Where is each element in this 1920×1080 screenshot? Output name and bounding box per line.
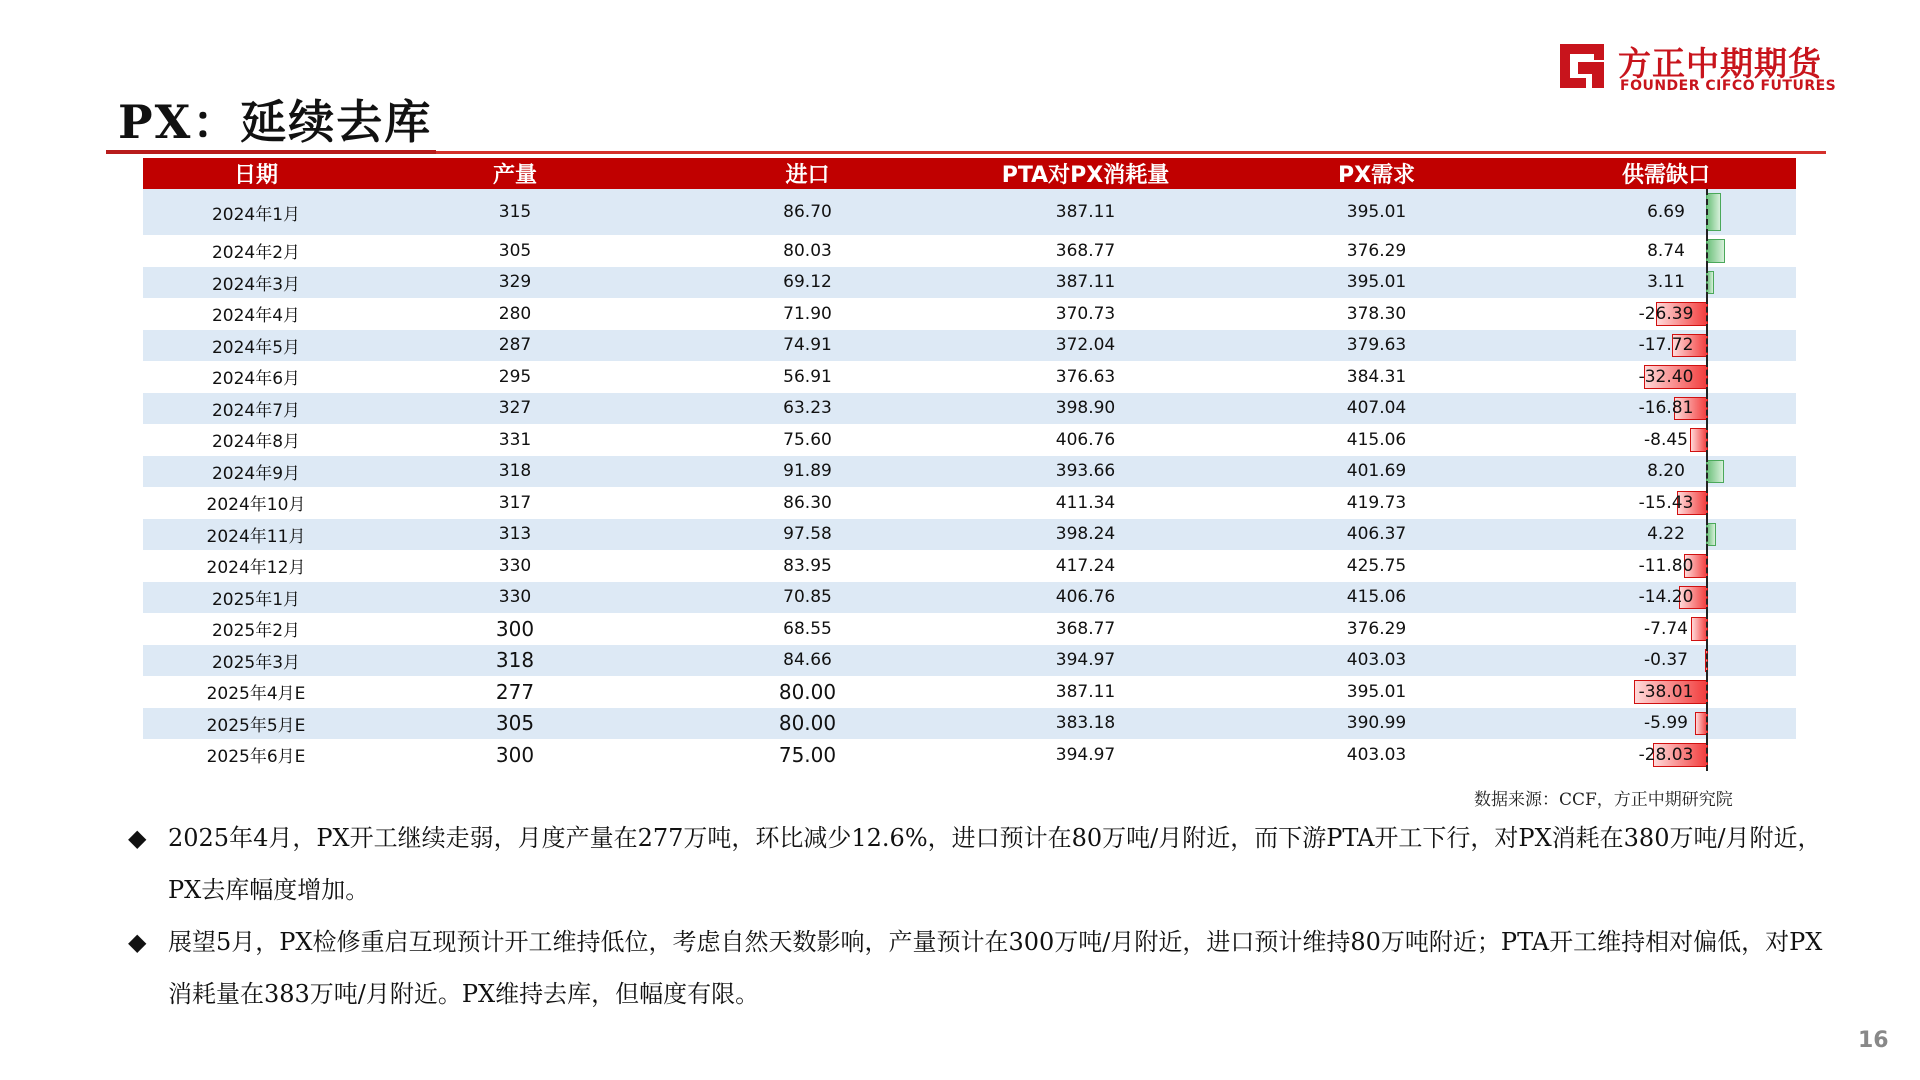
header-px-demand: PX需求 [1217,158,1536,189]
page-number: 16 [1858,1028,1889,1053]
cell-pta-consumption: 393.66 [954,456,1217,488]
cell-date: 2024年2月 [143,235,369,267]
cell-production: 287 [369,330,661,362]
cell-date: 2024年8月 [143,424,369,456]
cell-production: 300 [369,739,661,771]
cell-px-demand: 395.01 [1217,189,1536,235]
px-supply-demand-table [143,158,1796,771]
table-row [143,582,1796,614]
table-row [143,550,1796,582]
cell-date: 2025年5月E [143,708,369,740]
cell-import: 86.70 [661,189,954,235]
logo-english-name: FOUNDER CIFCO FUTURES [1620,78,1837,94]
cell-import: 70.85 [661,582,954,614]
positive-gap-bar [1706,460,1724,484]
cell-production: 331 [369,424,661,456]
cell-pta-consumption: 383.18 [954,708,1217,740]
positive-gap-bar [1706,239,1725,263]
zero-axis-line [1706,708,1708,740]
cell-pta-consumption: 394.97 [954,739,1217,771]
cell-import: 91.89 [661,456,954,488]
cell-supply-gap [1536,613,1796,645]
logo-chinese-name: 方正中期期货 [1618,44,1822,83]
cell-supply-gap [1536,739,1796,771]
logo-mark-icon [1556,40,1608,92]
cell-pta-consumption: 406.76 [954,424,1217,456]
positive-gap-bar [1706,193,1721,231]
cell-pta-consumption: 394.97 [954,645,1217,677]
cell-px-demand: 378.30 [1217,298,1536,330]
zero-axis-line [1706,298,1708,330]
cell-supply-gap [1536,519,1796,551]
cell-supply-gap [1536,582,1796,614]
cell-production: 318 [369,456,661,488]
cell-pta-consumption: 387.11 [954,267,1217,299]
commentary [128,812,1828,1020]
cell-px-demand: 376.29 [1217,235,1536,267]
cell-production: 318 [369,645,661,677]
cell-supply-gap [1536,361,1796,393]
bullet-item [128,916,1828,1020]
gap-value-label: -32.40 [1638,366,1694,387]
header-import: 进口 [661,158,954,189]
cell-import: 83.95 [661,550,954,582]
cell-pta-consumption: 387.11 [954,676,1217,708]
cell-import: 74.91 [661,330,954,362]
cell-import: 63.23 [661,393,954,425]
cell-pta-consumption: 368.77 [954,613,1217,645]
table-row [143,519,1796,551]
gap-value-label: -16.81 [1638,398,1694,419]
cell-px-demand: 390.99 [1217,708,1536,740]
cell-production: 280 [369,298,661,330]
cell-px-demand: 415.06 [1217,582,1536,614]
table-row [143,645,1796,677]
cell-import: 97.58 [661,519,954,551]
cell-production: 300 [369,613,661,645]
cell-pta-consumption: 370.73 [954,298,1217,330]
gap-value-label: -28.03 [1638,744,1694,765]
cell-supply-gap [1536,330,1796,362]
cell-date: 2024年9月 [143,456,369,488]
cell-import: 80.00 [661,708,954,740]
cell-pta-consumption: 372.04 [954,330,1217,362]
gap-value-label: 6.69 [1647,202,1685,222]
cell-px-demand: 407.04 [1217,393,1536,425]
cell-pta-consumption: 376.63 [954,361,1217,393]
cell-production: 330 [369,550,661,582]
cell-date: 2025年2月 [143,613,369,645]
gap-value-label: -7.74 [1644,618,1688,639]
cell-px-demand: 419.73 [1217,487,1536,519]
cell-production: 327 [369,393,661,425]
gap-value-label: 3.11 [1647,272,1685,293]
cell-px-demand: 406.37 [1217,519,1536,551]
cell-supply-gap [1536,189,1796,235]
cell-supply-gap [1536,267,1796,299]
cell-pta-consumption: 368.77 [954,235,1217,267]
cell-px-demand: 395.01 [1217,267,1536,299]
zero-axis-line [1706,393,1708,425]
cell-import: 69.12 [661,267,954,299]
gap-value-label: 4.22 [1647,524,1685,545]
cell-pta-consumption: 411.34 [954,487,1217,519]
zero-axis-line [1706,361,1708,393]
diamond-bullet-icon: ◆ [128,824,147,852]
gap-value-label: -38.01 [1638,681,1694,702]
gap-value-label: -17.72 [1638,335,1694,356]
cell-production: 305 [369,235,661,267]
cell-import: 86.30 [661,487,954,519]
cell-pta-consumption: 406.76 [954,582,1217,614]
cell-production: 317 [369,487,661,519]
zero-axis-line [1706,456,1708,488]
cell-production: 329 [369,267,661,299]
zero-axis-line [1706,582,1708,614]
page-title: PX：延续去库 [118,95,433,149]
cell-supply-gap [1536,456,1796,488]
gap-value-label: -0.37 [1644,650,1688,671]
cell-supply-gap [1536,676,1796,708]
cell-production: 295 [369,361,661,393]
table-row [143,189,1796,235]
cell-supply-gap [1536,298,1796,330]
zero-axis-line [1706,645,1708,677]
cell-date: 2024年1月 [143,189,369,235]
cell-pta-consumption: 417.24 [954,550,1217,582]
cell-import: 75.00 [661,739,954,771]
data-source-note: 数据来源：CCF，方正中期研究院 [1474,790,1733,810]
cell-pta-consumption: 398.24 [954,519,1217,551]
cell-px-demand: 415.06 [1217,424,1536,456]
cell-px-demand: 384.31 [1217,361,1536,393]
cell-px-demand: 395.01 [1217,676,1536,708]
cell-date: 2025年1月 [143,582,369,614]
cell-date: 2024年12月 [143,550,369,582]
zero-axis-line [1706,550,1708,582]
cell-supply-gap [1536,393,1796,425]
cell-px-demand: 425.75 [1217,550,1536,582]
cell-import: 68.55 [661,613,954,645]
zero-axis-line [1706,235,1708,267]
cell-date: 2024年6月 [143,361,369,393]
table-row [143,676,1796,708]
cell-production: 305 [369,708,661,740]
zero-axis-line [1706,519,1708,551]
cell-px-demand: 376.29 [1217,613,1536,645]
cell-date: 2024年5月 [143,330,369,362]
table-row [143,739,1796,771]
header-production: 产量 [369,158,661,189]
header-date: 日期 [143,158,369,189]
gap-value-label: -15.43 [1638,492,1694,513]
zero-axis-line [1706,676,1708,708]
cell-supply-gap [1536,708,1796,740]
table-row [143,456,1796,488]
cell-supply-gap [1536,424,1796,456]
gap-value-label: -8.45 [1644,429,1688,450]
cell-date: 2025年3月 [143,645,369,677]
cell-production: 315 [369,189,661,235]
cell-supply-gap [1536,487,1796,519]
bullet-item [128,812,1828,916]
table-row [143,330,1796,362]
header-supply-gap: 供需缺口 [1536,158,1796,189]
cell-import: 75.60 [661,424,954,456]
bullet-text-april: 2025年4月，PX开工继续走弱，月度产量在277万吨，环比减少12.6%，进口预计在80万吨/月附近，而下游PTA开工下行，对PX消耗在380万吨/月附近，PX去库幅度增加。 [168,824,1822,904]
table-row [143,393,1796,425]
gap-value-label: 8.20 [1647,461,1685,482]
company-logo [1556,38,1856,96]
diamond-bullet-icon: ◆ [128,928,147,956]
gap-value-label: -11.80 [1638,555,1694,576]
cell-pta-consumption: 387.11 [954,189,1217,235]
table-row [143,235,1796,267]
cell-production: 330 [369,582,661,614]
table-row [143,424,1796,456]
cell-import: 80.00 [661,676,954,708]
cell-date: 2025年4月E [143,676,369,708]
zero-axis-line [1706,424,1708,456]
table-row [143,487,1796,519]
cell-date: 2025年6月E [143,739,369,771]
cell-date: 2024年4月 [143,298,369,330]
cell-import: 56.91 [661,361,954,393]
table-row [143,267,1796,299]
cell-px-demand: 379.63 [1217,330,1536,362]
cell-px-demand: 403.03 [1217,645,1536,677]
zero-axis-line [1706,189,1708,235]
cell-date: 2024年11月 [143,519,369,551]
cell-px-demand: 401.69 [1217,456,1536,488]
cell-import: 84.66 [661,645,954,677]
gap-value-label: -26.39 [1638,303,1694,324]
cell-import: 80.03 [661,235,954,267]
gap-value-label: 8.74 [1647,240,1685,261]
bullet-text-may: 展望5月，PX检修重启互现预计开工维持低位，考虑自然天数影响，产量预计在300万吨/月附近，进口预计维持80万吨附近；PTA开工维持相对偏低，对PX消耗量在383万吨/月附近。PX维持去库，但幅度有限。 [168,928,1823,1008]
cell-import: 71.90 [661,298,954,330]
cell-supply-gap [1536,645,1796,677]
gap-value-label: -5.99 [1644,713,1688,734]
header-pta-consumption: PTA对PX消耗量 [954,158,1217,189]
cell-supply-gap [1536,235,1796,267]
zero-axis-line [1706,267,1708,299]
table-row [143,361,1796,393]
table-header-row [143,158,1796,189]
zero-axis-line [1706,739,1708,771]
cell-supply-gap [1536,550,1796,582]
zero-axis-line [1706,487,1708,519]
cell-production: 313 [369,519,661,551]
title-divider-accent [106,150,436,154]
cell-production: 277 [369,676,661,708]
cell-date: 2024年7月 [143,393,369,425]
cell-px-demand: 403.03 [1217,739,1536,771]
table-row [143,298,1796,330]
cell-date: 2024年3月 [143,267,369,299]
cell-pta-consumption: 398.90 [954,393,1217,425]
cell-date: 2024年10月 [143,487,369,519]
table-row [143,708,1796,740]
zero-axis-line [1706,613,1708,645]
table-row [143,613,1796,645]
gap-value-label: -14.20 [1638,587,1694,608]
zero-axis-line [1706,330,1708,362]
